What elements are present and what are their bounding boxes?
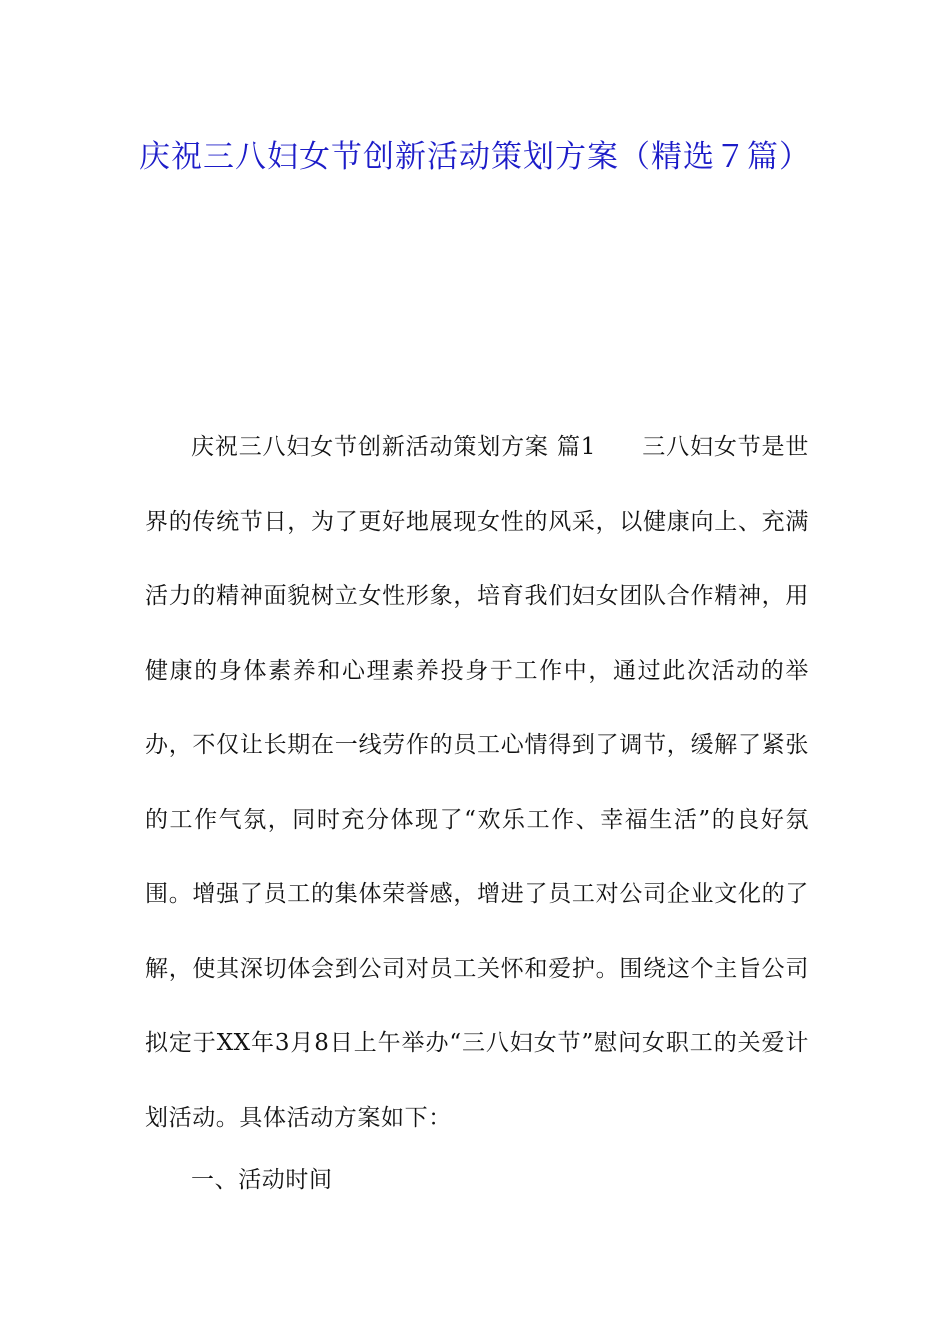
- body-paragraph: [145, 410, 809, 1155]
- article-heading: 庆祝三八妇女节创新活动策划方案 篇1: [191, 434, 597, 460]
- section-heading-time: 一、活动时间: [191, 1167, 333, 1193]
- paragraph-text: 三八妇女节是世界的传统节日，为了更好地展现女性的风采，以健康向上、充满活力的精神面貌树立女性形象，培育我们妇女团队合作精神，用健康的身体素养和心理素养投身于工作中，通过此次活动的举办，不仅让长期在一线劳作的员工心情得到了调节，缓解了紧张的工作气氛，同时充分体现了“欢乐工作、幸福生活”的良好氛围。增强了员工的集体荣誉感，增进了员工对公司企业文化的了解，使其深切体会到公司对员工关怀和爱护。围绕这个主旨公司拟定于XX年3月8日上午举办“三八妇女节”慰问女职工的关爱计划活动。具体活动方案如下：: [145, 434, 809, 1131]
- document-title: 庆祝三八妇女节创新活动策划方案（精选７篇）: [139, 139, 811, 175]
